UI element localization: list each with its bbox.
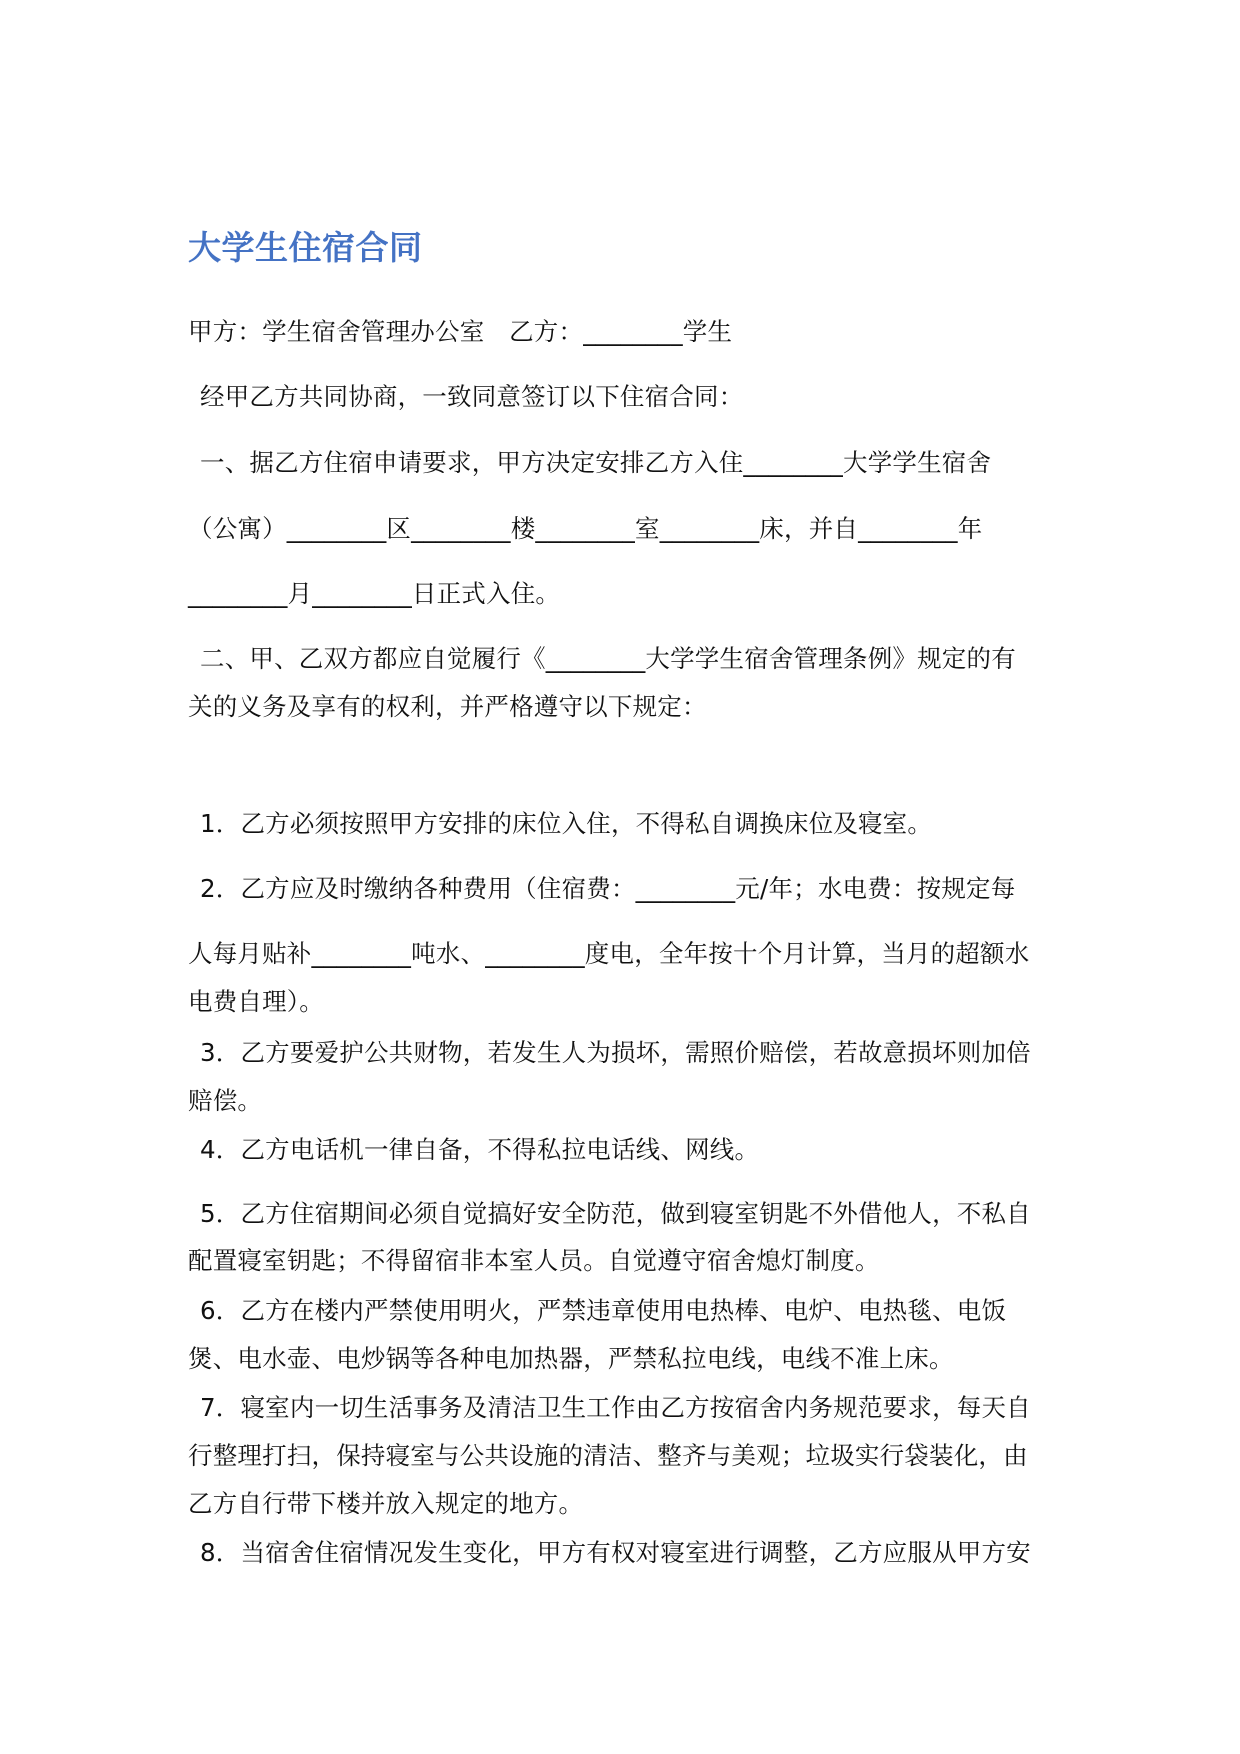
- party-line: 甲方：学生宿舍管理办公室 乙方：________学生: [188, 317, 733, 346]
- clause-1-line-2: （公寓）________区________楼________室________床，并自________年: [188, 514, 983, 543]
- document-title: 大学生住宿合同: [188, 228, 423, 267]
- intro-paragraph: 经甲乙方共同协商，一致同意签订以下住宿合同：: [200, 382, 744, 411]
- rule-3-line-1: 3．乙方要爱护公共财物，若发生人为损坏，需照价赔偿，若故意损坏则加倍: [200, 1038, 1031, 1067]
- rule-2-line-2: 人每月贴补________吨水、________度电，全年按十个月计算，当月的超额水: [188, 939, 1030, 968]
- rule-7-line-3: 乙方自行带下楼并放入规定的地方。: [188, 1489, 584, 1518]
- rule-4: 4．乙方电话机一律自备，不得私拉电话线、网线。: [200, 1135, 760, 1164]
- rule-6-line-2: 煲、电水壶、电炒锅等各种电加热器，严禁私拉电线，电线不准上床。: [188, 1344, 954, 1373]
- rule-2-line-3: 电费自理）。: [188, 987, 324, 1016]
- rule-6-line-1: 6．乙方在楼内严禁使用明火，严禁违章使用电热棒、电炉、电热毯、电饭: [200, 1296, 1007, 1325]
- rule-3-line-2: 赔偿。: [188, 1086, 263, 1115]
- clause-1-line-3: ________月________日正式入住。: [188, 579, 561, 608]
- rule-8-line-1: 8．当宿舍住宿情况发生变化，甲方有权对寝室进行调整，乙方应服从甲方安: [200, 1538, 1031, 1567]
- rule-7-line-2: 行整理打扫，保持寝室与公共设施的清洁、整齐与美观；垃圾实行袋装化，由: [188, 1441, 1028, 1470]
- rule-5-line-2: 配置寝室钥匙；不得留宿非本室人员。自觉遵守宿舍熄灯制度。: [188, 1246, 880, 1275]
- rule-7-line-1: 7．寝室内一切生活事务及清洁卫生工作由乙方按宿舍内务规范要求，每天自: [200, 1393, 1031, 1422]
- rule-1: 1．乙方必须按照甲方安排的床位入住，不得私自调换床位及寝室。: [200, 809, 933, 838]
- clause-2-line-1: 二、甲、乙双方都应自觉履行《________大学学生宿舍管理条例》规定的有: [200, 644, 1016, 673]
- clause-2-line-2: 关的义务及享有的权利，并严格遵守以下规定：: [188, 692, 707, 721]
- rule-5-line-1: 5．乙方住宿期间必须自觉搞好安全防范，做到寝室钥匙不外借他人，不私自: [200, 1199, 1031, 1228]
- clause-1-line-1: 一、据乙方住宿申请要求，甲方决定安排乙方入住________大学学生宿舍: [200, 448, 992, 477]
- rule-2-line-1: 2．乙方应及时缴纳各种费用（住宿费：________元/年；水电费：按规定每: [200, 874, 1016, 903]
